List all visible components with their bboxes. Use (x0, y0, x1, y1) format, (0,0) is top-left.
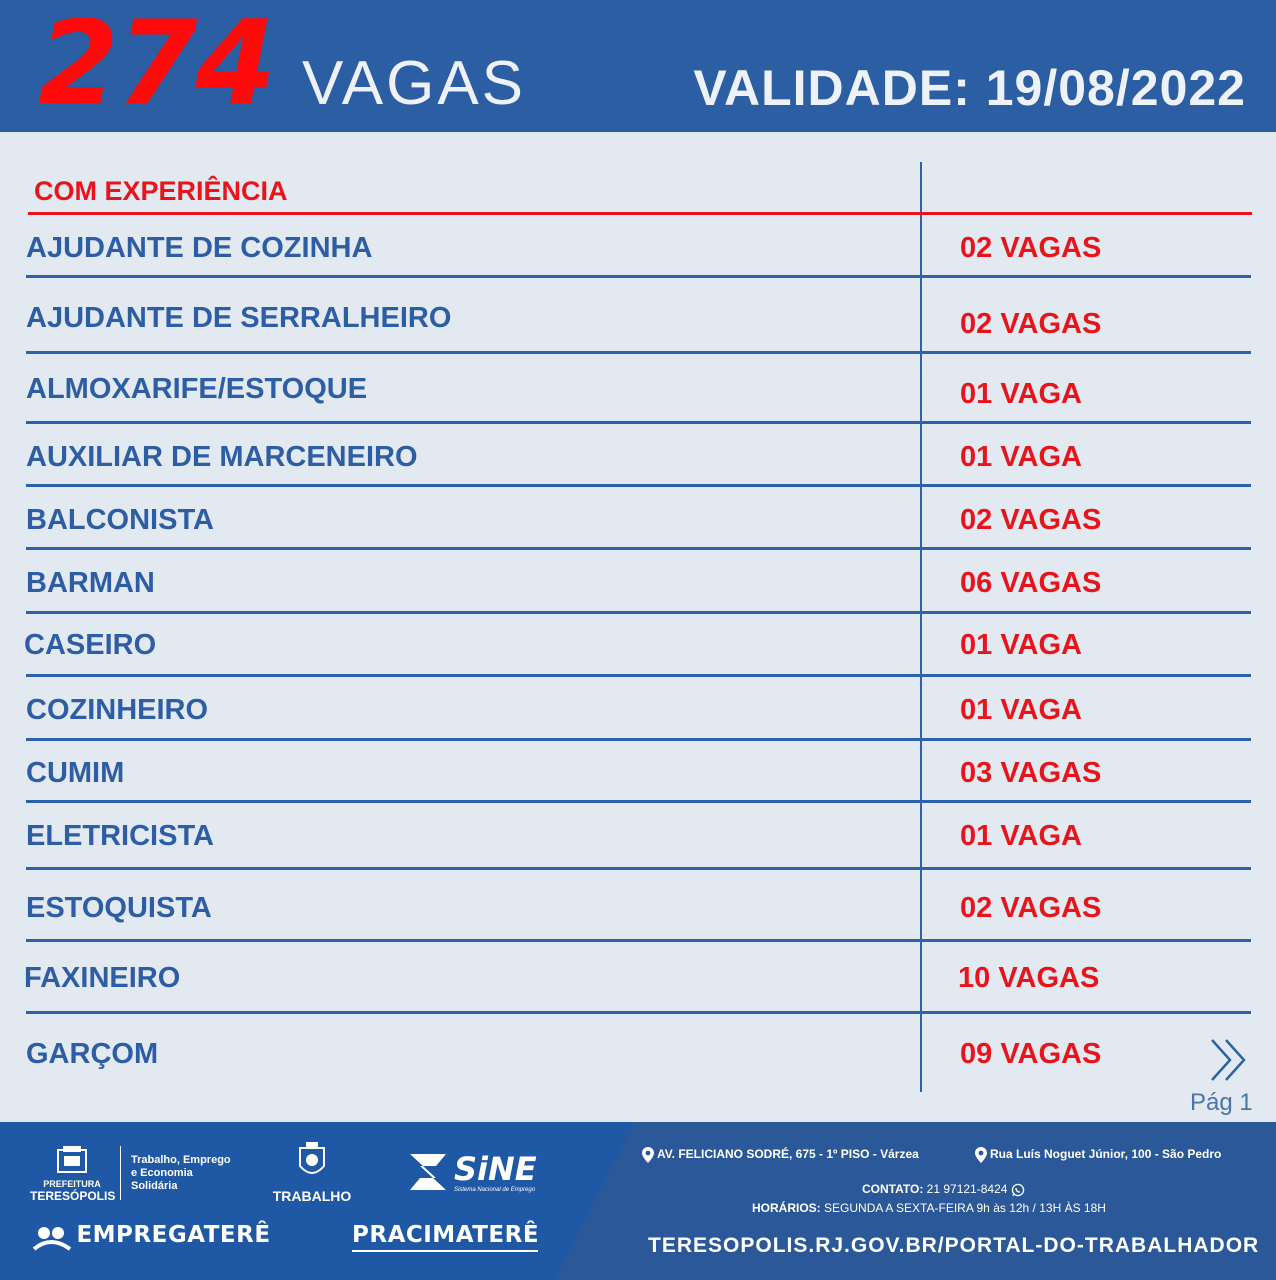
page-indicator: Pág 1 (1190, 1089, 1253, 1116)
state-seal-icon (292, 1140, 332, 1184)
double-chevron-right-icon[interactable] (1208, 1036, 1252, 1084)
job-name: BARMAN (26, 567, 155, 599)
sine-label: SiNE (454, 1150, 537, 1188)
job-vacancies: 06 VAGAS (960, 567, 1102, 599)
address-varzea-text: AV. FELICIANO SODRÉ, 675 - 1º PISO - Várzea (657, 1147, 919, 1161)
prefeitura-label: PREFEITURA (43, 1179, 101, 1189)
row-divider (26, 800, 1251, 803)
job-name: CASEIRO (24, 629, 157, 661)
empregatere-label: EMPREGATERÊ (76, 1222, 271, 1248)
job-name: ELETRICISTA (26, 820, 214, 852)
logo-divider (120, 1146, 121, 1200)
secretaria-line-3: Solidária (131, 1180, 178, 1192)
job-vacancies: 01 VAGA (960, 694, 1082, 726)
job-name: AJUDANTE DE SERRALHEIRO (26, 302, 452, 334)
prefeitura-logo (30, 1144, 114, 1203)
job-vacancies: 10 VAGAS (958, 962, 1100, 994)
job-vacancies: 01 VAGA (960, 820, 1082, 852)
row-divider (26, 547, 1251, 550)
pracimatere-label: PRACIMATERÊ (352, 1222, 540, 1248)
job-vacancies: 02 VAGAS (960, 504, 1102, 536)
job-vacancies: 09 VAGAS (960, 1038, 1102, 1070)
header-banner (0, 0, 1276, 132)
section-underline (28, 212, 1252, 215)
sine-mark-icon (406, 1152, 450, 1192)
secretaria-logo (131, 1154, 231, 1193)
city-name: TERESÓPOLIS (30, 1189, 116, 1203)
empregatere-logo (32, 1222, 271, 1251)
job-name: AUXILIAR DE MARCENEIRO (26, 441, 418, 473)
row-divider (26, 275, 1251, 278)
hours-label: HORÁRIOS: (752, 1201, 821, 1215)
trabalho-logo (266, 1140, 358, 1203)
sine-subtitle: Sistema Nacional de Emprego (454, 1187, 536, 1193)
job-vacancies: 02 VAGAS (960, 892, 1102, 924)
job-name: CUMIM (26, 757, 125, 789)
job-name: COZINHEIRO (26, 694, 209, 726)
location-pin-icon (642, 1147, 654, 1163)
sine-logo (406, 1150, 537, 1193)
trabalho-label: TRABALHO (272, 1188, 352, 1204)
contact-phone: 21 97121-8424 (926, 1182, 1008, 1196)
pracimatere-logo (352, 1222, 539, 1248)
hours-value: SEGUNDA A SEXTA-FEIRA 9h às 12h / 13H ÀS 18H (824, 1201, 1106, 1215)
address-varzea (642, 1146, 919, 1163)
job-vacancies: 02 VAGAS (960, 232, 1102, 264)
address-sao-pedro-text: Rua Luís Noguet Júnior, 100 - São Pedro (990, 1147, 1222, 1161)
whatsapp-icon (1011, 1183, 1025, 1197)
column-divider (920, 162, 922, 1092)
secretaria-line-1: Trabalho, Emprego (131, 1154, 231, 1166)
job-name: GARÇOM (26, 1038, 159, 1070)
job-name: ESTOQUISTA (26, 892, 212, 924)
job-vacancies: 03 VAGAS (960, 757, 1102, 789)
hours-line (752, 1200, 1106, 1216)
job-vacancies: 01 VAGA (960, 629, 1082, 661)
location-pin-icon (975, 1147, 987, 1163)
row-divider (26, 738, 1251, 741)
handshake-icon (32, 1225, 72, 1251)
contact-line (862, 1181, 1025, 1197)
row-divider (26, 939, 1251, 942)
job-name: BALCONISTA (26, 504, 214, 536)
job-name: ALMOXARIFE/ESTOQUE (26, 373, 368, 405)
job-vacancies: 01 VAGA (960, 378, 1082, 410)
row-divider (26, 1011, 1251, 1014)
row-divider (26, 484, 1251, 487)
vacancies-label: VAGAS (302, 49, 527, 118)
section-title: COM EXPERIÊNCIA (34, 176, 288, 206)
job-vacancies: 01 VAGA (960, 441, 1082, 473)
job-vacancies: 02 VAGAS (960, 308, 1102, 340)
portal-url[interactable]: TERESOPOLIS.RJ.GOV.BR/PORTAL-DO-TRABALHADOR (648, 1234, 1260, 1257)
row-divider (26, 421, 1251, 424)
job-name: AJUDANTE DE COZINHA (26, 232, 373, 264)
secretaria-line-2: e Economia (131, 1167, 193, 1179)
total-vacancies-count: 274 (38, 0, 275, 131)
city-crest-icon (30, 1144, 114, 1174)
validity-date: VALIDADE: 19/08/2022 (693, 60, 1246, 116)
row-divider (26, 674, 1251, 677)
contact-label: CONTATO: (862, 1182, 924, 1196)
address-sao-pedro (975, 1146, 1221, 1163)
pracimatere-underline (352, 1250, 538, 1252)
row-divider (26, 867, 1251, 870)
row-divider (26, 611, 1251, 614)
job-name: FAXINEIRO (24, 962, 181, 994)
row-divider (26, 351, 1251, 354)
